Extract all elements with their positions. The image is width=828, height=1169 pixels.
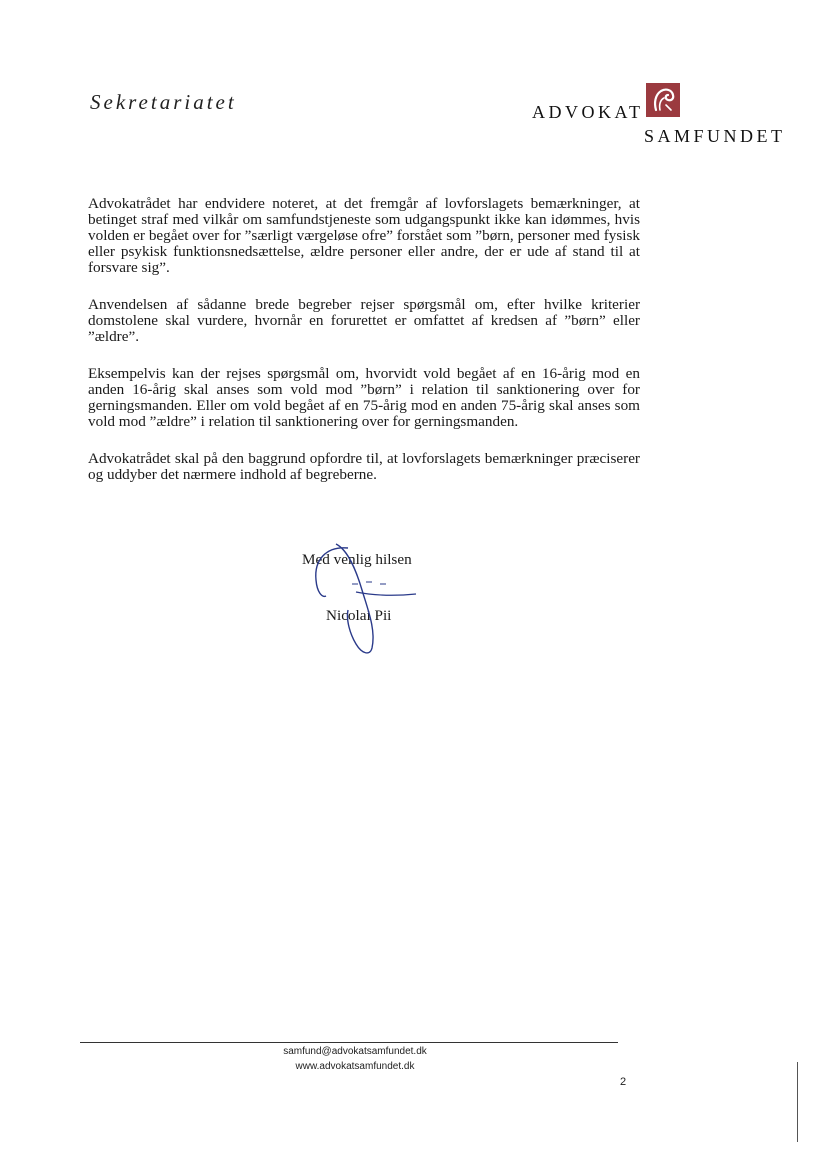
logo-text-line2: SAMFUNDET [644, 126, 786, 146]
page-number: 2 [620, 1076, 627, 1088]
footer-email: samfund@advokatsamfundet.dk [283, 1046, 427, 1057]
advokatsamfundet-logo [532, 83, 792, 148]
signer-name: Nicolai Pii [326, 607, 392, 624]
letter-body [88, 196, 640, 504]
body-paragraph: Anvendelsen af sådanne brede begreber rejser spørgsmål om, efter hvilke kriterier domstolene skal vurdere, hvornår en forurettet er omfattet af kredsen af ”børn” eller ”ældre”. [88, 296, 640, 345]
footer-divider [80, 1042, 618, 1043]
logo-text-line1: ADVOKAT [532, 102, 644, 122]
advokatsamfundet-emblem-icon [646, 83, 680, 117]
department-heading: Sekretariatet [90, 90, 237, 114]
handwritten-signature [296, 540, 436, 660]
body-paragraph: Advokatrådet skal på den baggrund opfordre til, at lovforslagets bemærkninger præciserer og uddyber det nærmere indhold af begreberne. [88, 450, 640, 483]
scan-edge-line [797, 1062, 798, 1142]
closing-phrase: Med venlig hilsen [302, 551, 412, 568]
footer-website: www.advokatsamfundet.dk [295, 1061, 415, 1072]
body-paragraph: Advokatrådet har endvidere noteret, at det fremgår af lovforslagets bemærkninger, at betinget straf med vilkår om samfundstjeneste som udgangspunkt ikke kan idømmes, hvis volden er begået over for ”særligt værgeløse ofre” forstået som ”børn, personer med fysisk eller psykisk funktionsnedsættelse, ældre personer eller andre, der er ude af stand til at forsvare sig”. [88, 195, 640, 276]
body-paragraph: Eksempelvis kan der rejses spørgsmål om, hvorvidt vold begået af en 16-årig mod en anden 16-årig skal anses som vold mod ”børn” i relation til sanktionering over for gerningsmanden. Eller om vold begået af en 75-årig mod en anden 75-årig skal anses som vold mod ”ældre” i relation til sanktionering over for gerningsmanden. [88, 365, 640, 430]
